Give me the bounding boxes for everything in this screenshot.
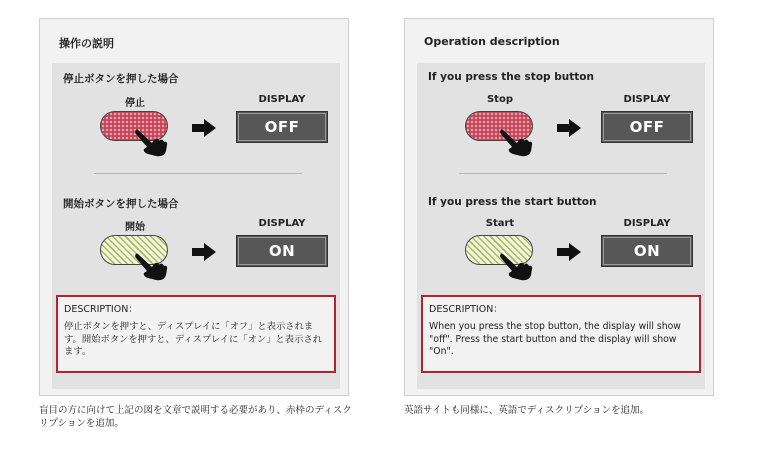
display-off: OFF [601, 111, 693, 143]
display-on: ON [601, 235, 693, 267]
display-off: OFF [236, 111, 328, 143]
stop-button-label: Stop [486, 94, 513, 105]
description-text: When you press the stop button, the display will show "off". Press the start button and the display will show "On". [429, 321, 681, 357]
display-label: DISPLAY [623, 218, 671, 229]
description-box [421, 295, 701, 373]
stop-section-title: 停止ボタンを押した場合 [63, 73, 179, 85]
description-text: 停止ボタンを押すと、ディスプレイに「オフ」と表示されます。開始ボタンを押すと、ディスプレイに「オン」と表示されます。 [64, 321, 322, 357]
stop-button-label: 停止 [125, 98, 145, 109]
description-heading: DESCRIPTION： [429, 304, 503, 315]
description-box [56, 295, 336, 373]
arrow-right-icon [192, 243, 216, 261]
start-button-label: Start [485, 218, 515, 229]
panel-title: 操作の説明 [59, 37, 114, 50]
caption-japanese: 盲目の方に向けて上記の図を文章で説明する必要があり、赤枠のディスクリプションを追加。 [39, 405, 352, 429]
start-section-title: 開始ボタンを押した場合 [63, 198, 179, 210]
hand-pointer-icon [499, 127, 533, 157]
start-button-label: 開始 [125, 222, 145, 233]
caption-english: 英語サイトも同様に、英語でディスクリプションを追加。 [404, 405, 650, 416]
panel-english [404, 18, 714, 396]
arrow-right-icon [557, 119, 581, 137]
hand-pointer-icon [499, 251, 533, 281]
panel-japanese [39, 18, 349, 396]
display-label: DISPLAY [258, 218, 306, 229]
display-label: DISPLAY [258, 94, 306, 105]
divider [459, 173, 667, 174]
display-on: ON [236, 235, 328, 267]
arrow-right-icon [192, 119, 216, 137]
description-heading: DESCRIPTION： [64, 304, 138, 315]
hand-pointer-icon [134, 127, 168, 157]
divider [94, 173, 302, 174]
panel-title: Operation description [424, 35, 560, 48]
arrow-right-icon [557, 243, 581, 261]
display-label: DISPLAY [623, 94, 671, 105]
diagram-area [52, 63, 340, 389]
hand-pointer-icon [134, 251, 168, 281]
stop-section-title: If you press the stop button [428, 71, 594, 83]
diagram-area [417, 63, 705, 389]
start-section-title: If you press the start button [428, 196, 597, 208]
